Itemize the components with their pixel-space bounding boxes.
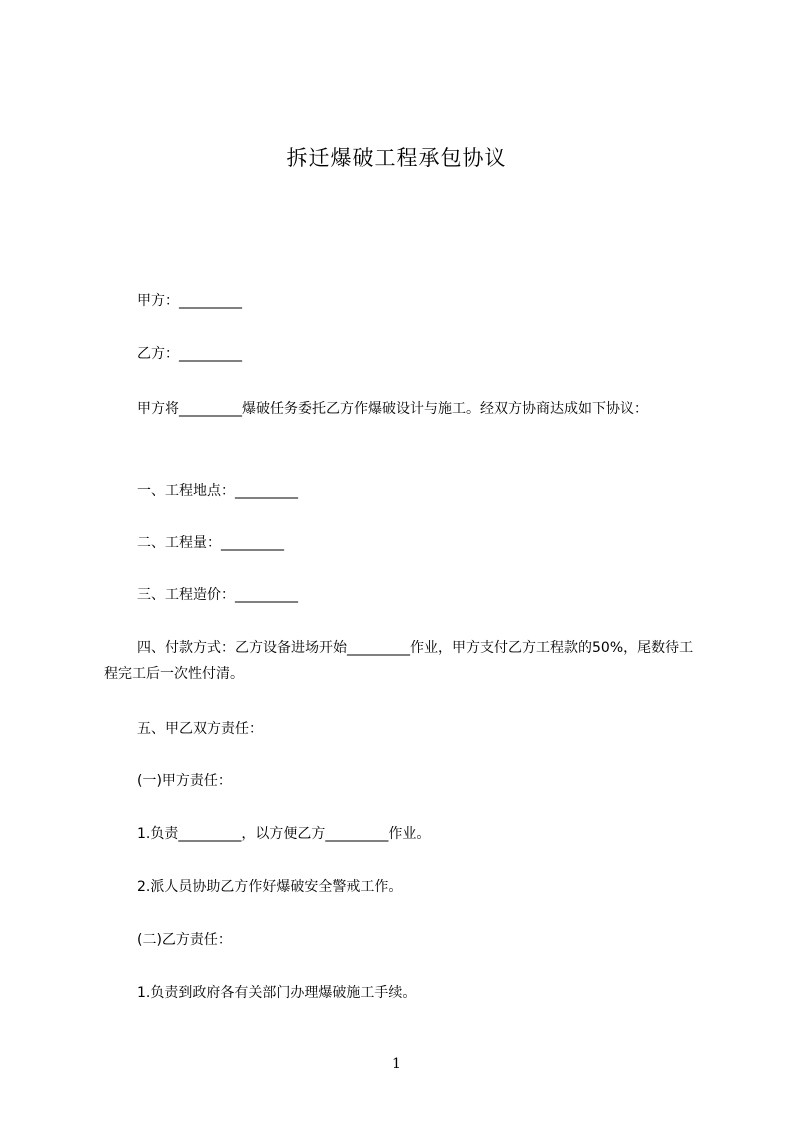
- party-a-responsibilities-heading: (一)甲方责任：: [137, 773, 232, 789]
- document-title: 拆迁爆破工程承包协议: [286, 146, 507, 170]
- page-number: 1: [392, 1056, 401, 1072]
- party-a-line: 甲方：_________: [137, 293, 242, 309]
- party-b-line: 乙方：_________: [137, 346, 242, 362]
- intro-paragraph: 甲方将_________爆破任务委托乙方作爆破设计与施工。经双方协商达成如下协议：: [137, 401, 648, 417]
- clause-3-price: 三、工程造价：_________: [137, 587, 298, 603]
- clause-4-payment: 四、付款方式：乙方设备进场开始_________作业，甲方支付乙方工程款的50%，尾数待工程完工后一次性付清。: [104, 640, 694, 682]
- party-b-responsibilities-heading: (二)乙方责任：: [137, 932, 232, 948]
- clause-1-location: 一、工程地点：_________: [137, 483, 298, 499]
- party-b-responsibility-1: 1.负责到政府各有关部门办理爆破施工手续。: [137, 985, 417, 1001]
- clause-5-responsibilities: 五、甲乙双方责任：: [137, 721, 263, 737]
- party-a-responsibility-1: 1.负责_________，以方便乙方_________作业。: [137, 826, 431, 842]
- clause-2-quantity: 二、工程量：_________: [137, 535, 284, 551]
- party-a-responsibility-2: 2.派人员协助乙方作好爆破安全警戒工作。: [137, 879, 403, 895]
